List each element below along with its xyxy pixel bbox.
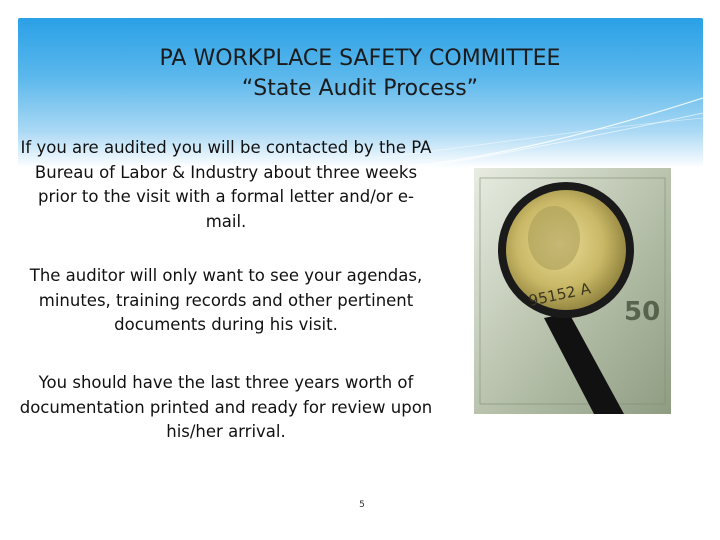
paragraph-contact: If you are audited you will be contacted by the PA Bureau of Labor & Industry about three weeks prior to the visit with a formal letter and/or e-mail. <box>20 138 432 231</box>
magnifying-glass-money-photo <box>474 168 671 414</box>
magnifier-lens <box>498 182 634 318</box>
banknote-serial: 95152 A <box>527 279 593 310</box>
paragraph-documentation: You should have the last three years worth of documentation printed and ready for review upon his/her arrival. <box>19 373 433 441</box>
slide-title <box>0 44 720 104</box>
banknote-denomination: 50 <box>624 297 661 327</box>
paragraph-auditor: The auditor will only want to see your agendas, minutes, training records and other pertinent documents during his visit. <box>29 266 423 334</box>
title-line-1: PA WORKPLACE SAFETY COMMITTEE <box>159 46 561 71</box>
page-number: 5 <box>359 500 365 510</box>
title-line-2: “State Audit Process” <box>241 76 479 101</box>
